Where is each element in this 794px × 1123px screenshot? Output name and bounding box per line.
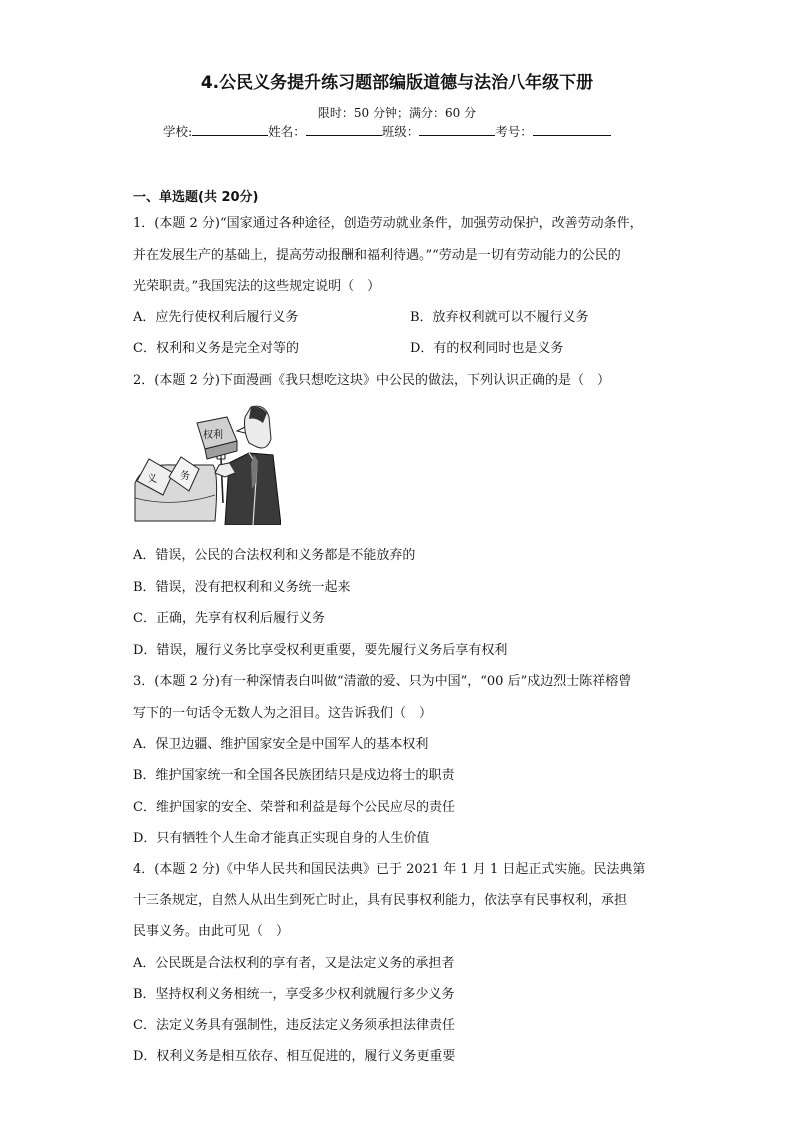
- question-1-line-3: 光荣职责。”我国宪法的这些规定说明（ ）: [133, 279, 381, 294]
- name-label: 姓名：: [268, 124, 306, 139]
- class-blank[interactable]: [419, 122, 495, 136]
- question-1-option-a[interactable]: A．应先行使权利后履行义务: [133, 310, 299, 325]
- school-blank[interactable]: [192, 122, 268, 136]
- number-label: 考号：: [495, 124, 533, 139]
- section-title: 一、单选题(共 20分): [133, 190, 259, 205]
- question-3-option-b[interactable]: B．维护国家统一和全国各民族团结只是戍边将士的职责: [133, 768, 455, 783]
- page-title: 4.公民义务提升练习题部编版道德与法治八年级下册: [200, 73, 594, 93]
- slice-left-label: 义: [147, 474, 157, 485]
- question-3-line-1: 3．(本题 2 分)有一种深情表白叫做“清澈的爱、只为中国”，“00 后”戍边烈士陈祥榕曾: [133, 674, 632, 689]
- question-4-option-c[interactable]: C．法定义务具有强制性，违反法定义务须承担法律责任: [133, 1018, 455, 1033]
- rights-block-label: 权利: [203, 430, 223, 441]
- name-blank[interactable]: [306, 122, 382, 136]
- question-4-line-1: 4．(本题 2 分)《中华人民共和国民法典》已于 2021 年 1 月 1 日起正式实施。民法典第: [133, 862, 646, 877]
- question-3-option-d[interactable]: D．只有牺牲个人生命才能真正实现自身的人生价值: [133, 831, 430, 846]
- question-1-option-d[interactable]: D．有的权利同时也是义务: [410, 341, 564, 356]
- question-2-option-b[interactable]: B．错误，没有把权利和义务统一起来: [133, 580, 351, 595]
- question-2-option-d[interactable]: D．错误，履行义务比享受权利更重要，要先履行义务后享有权利: [133, 643, 508, 658]
- question-4-option-d[interactable]: D．权利义务是相互依存、相互促进的，履行义务更重要: [133, 1049, 456, 1064]
- question-2-option-a[interactable]: A．错误，公民的合法权利和义务都是不能放弃的: [133, 548, 416, 563]
- question-4-option-b[interactable]: B．坚持权利义务相统一，享受多少权利就履行多少义务: [133, 987, 455, 1002]
- question-3-line-2: 写下的一句话令无数人为之泪目。这告诉我们（ ）: [133, 706, 433, 721]
- question-4-option-a[interactable]: A．公民既是合法权利的享有者，又是法定义务的承担者: [133, 956, 455, 971]
- school-label: 学校:: [163, 124, 193, 139]
- question-4-line-2: 十三条规定，自然人从出生到死亡时止，具有民事权利能力，依法享有民事权利，承担: [133, 893, 628, 908]
- question-1-line-1: 1．(本题 2 分)“国家通过各种途径，创造劳动就业条件，加强劳动保护，改善劳动条件，: [133, 216, 643, 231]
- question-4-line-3: 民事义务。由此可见（ ）: [133, 924, 290, 939]
- student-info-row: [163, 122, 611, 140]
- question-2-option-c[interactable]: C．正确，先享有权利后履行义务: [133, 611, 325, 626]
- cartoon-image: [133, 403, 281, 525]
- time-score-info: 限时：50 分钟；满分：60 分: [317, 106, 477, 120]
- question-3-option-a[interactable]: A．保卫边疆、维护国家安全是中国军人的基本权利: [133, 737, 429, 752]
- question-2-line-1: 2．(本题 2 分)下面漫画《我只想吃这块》中公民的做法，下列认识正确的是（ ）: [133, 373, 610, 388]
- question-1-option-b[interactable]: B．放弃权利就可以不履行义务: [410, 310, 589, 325]
- slice-right-label: 务: [180, 471, 190, 482]
- question-1-option-c[interactable]: C．权利和义务是完全对等的: [133, 341, 299, 356]
- question-1-line-2: 并在发展生产的基础上，提高劳动报酬和福利待遇。”“劳动是一切有劳动能力的公民的: [133, 248, 621, 263]
- class-label: 班级：: [381, 124, 420, 139]
- number-blank[interactable]: [533, 122, 611, 136]
- question-3-option-c[interactable]: C．维护国家的安全、荣誉和利益是每个公民应尽的责任: [133, 800, 455, 815]
- rights-block: [197, 417, 237, 459]
